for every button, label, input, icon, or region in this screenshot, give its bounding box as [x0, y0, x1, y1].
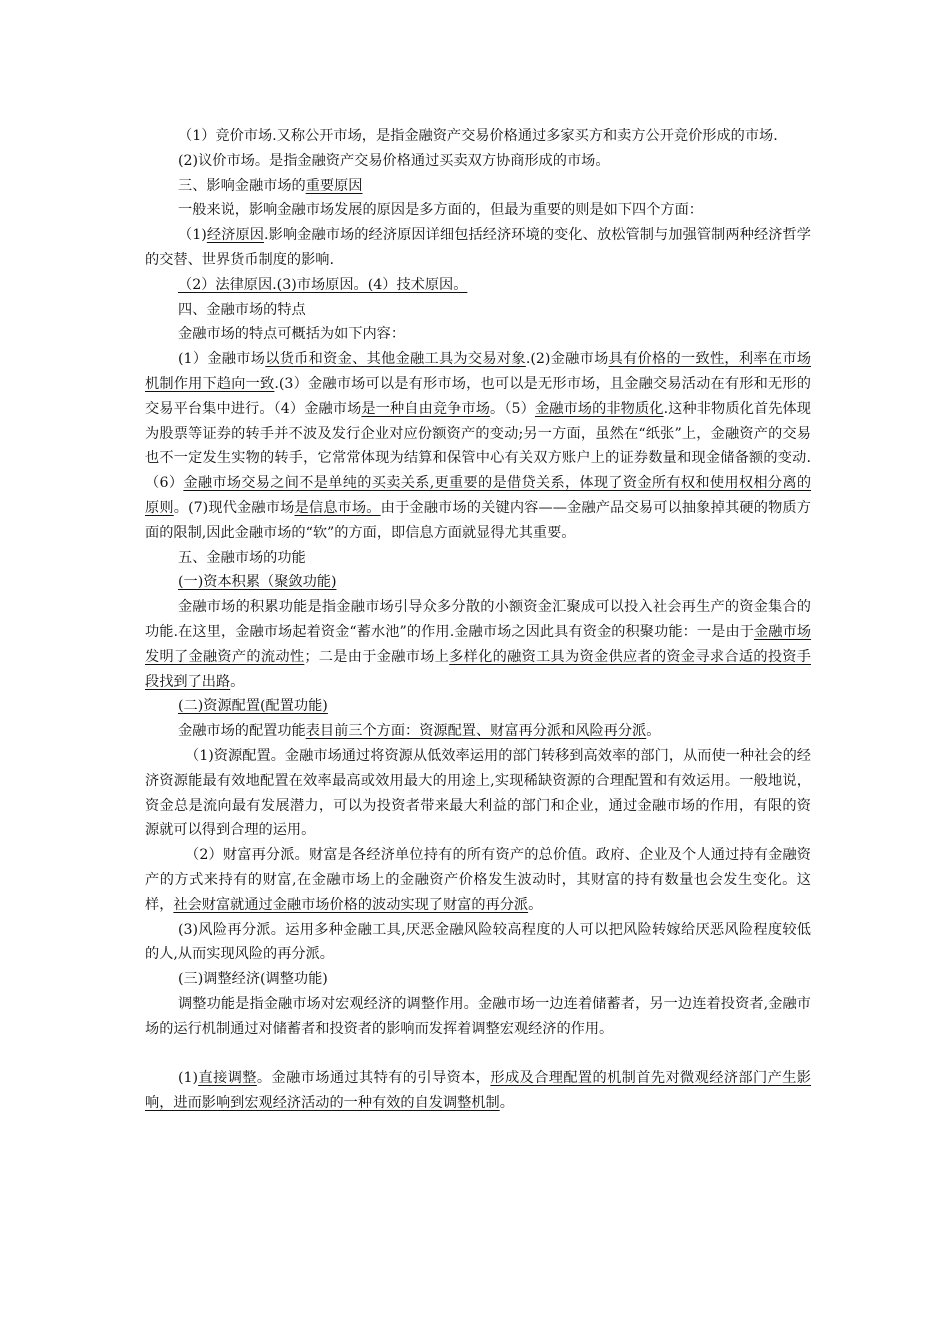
underlined-run: 直接调整 [198, 1070, 257, 1087]
subheading-resource-allocation [145, 694, 811, 719]
paragraph-economic-factor [145, 223, 811, 273]
text-run: 金融市场的积累功能是指金融市场引导众多分散的小额资金汇聚成可以投入社会再生产的资金集合的功能.在这里，金融市场起着资金“蓄水池”的作用.金融市场之因此具有资金的积聚功能：一是由于 [145, 599, 811, 640]
underlined-run: 多样化的融资工具为资金供应者的资金寻求合适的投资手段找到了出路 [145, 648, 811, 690]
underlined-run: 形成及合理配置的机制首先对微观经济部门产生影响，进而影响到宏观经济活动的一种有效的自发调整机制 [145, 1070, 811, 1112]
section-heading-3 [145, 174, 811, 199]
text-run: 。 [646, 723, 661, 740]
text-run: 金融市场的配置功能 [178, 723, 306, 740]
text-run: 。金融市场通过其特有的引导资本， [256, 1070, 491, 1087]
paragraph-negotiated-market: (2)议价市场。是指金融资产交易价格通过买卖双方协商形成的市场。 [178, 152, 610, 169]
blank-line [145, 1041, 811, 1066]
text-run: 。 [499, 1095, 514, 1112]
subheading-capital-accumulation [145, 570, 811, 595]
underlined-run: (二)资源配置(配置功能) [178, 698, 328, 715]
text-run: 。(7)现代金融市场 [173, 499, 295, 516]
subheading-economic-adjustment: (三)调整经济(调整功能) [178, 971, 328, 988]
paragraph-features [145, 347, 811, 545]
underlined-run: 金融市场发明了金融资产的流动性 [145, 623, 811, 665]
text-run: (1）金融市场 [178, 351, 266, 368]
text-run: .这种非物质化首先体现为股票等证券的转手并不波及发行企业对应份额资产的变动;另一方面，虽然在“纸张”上，金融资产的交易也不一定发生实物的转手，它常常体现为结算和保管中心有关双方账户上的证券数量和现金储备额的变动.（6） [145, 400, 811, 492]
underlined-run: （2）法律原因.(3)市场原因。(4）技术原因。 [178, 276, 468, 293]
paragraph-direct-adjustment [145, 1066, 811, 1116]
text-run: .(2)金融市场 [525, 351, 609, 368]
text-run: （1) [178, 227, 207, 244]
text-run: ；二是由于金融市场上 [304, 648, 450, 665]
paragraph-auction-market: （1）竞价市场.又称公开市场，是指金融资产交易价格通过多家买方和卖方公开竞价形成的市场. [178, 128, 778, 144]
paragraph-risk-redistribution: (3)风险再分派。运用多种金融工具,厌恶金融风险较高程度的人可以把风险转嫁给厌恶风险程度较低的人,从而实现风险的再分派。 [145, 921, 811, 963]
section-heading-5: 五、金融市场的功能 [178, 549, 306, 566]
paragraph-resource-allocation: （1)资源配置。金融市场通过将资源从低效率运用的部门转移到高效率的部门，从而使一种社会的经济资源能最有效地配置在效率最高或效用最大的用途上,实现稀缺资源的合理配置和有效运用。一般地说，资金总是流向最有发展潜力，可以为投资者带来最大利益的部门和企业，通过金融市场的作用，有限的资源就可以得到合理的运用。 [145, 747, 811, 839]
underlined-run: 以货币和资金、其他金融工具为交易对象 [265, 351, 526, 368]
underlined-run: (一)资本积累（聚敛功能) [178, 574, 337, 591]
heading-underlined-text: 重要原因 [305, 177, 363, 194]
text-run: 由于金融市场的关键内容——金融产品交易可以抽象掉其硬的物质方面的限制,因此金融市场的“软”的方面，即信息方面就显得尤其重要。 [145, 499, 811, 541]
text-run: (1) [178, 1070, 199, 1087]
paragraph-accumulation [145, 595, 811, 694]
paragraph-wealth-redistribution [145, 843, 811, 917]
document-page [145, 124, 811, 1116]
text-run: 。 [230, 673, 245, 690]
underlined-run: 表目前三个方面：资源配置、财富再分派和风险再分派 [305, 723, 647, 740]
paragraph-intro-factors: 一般来说，影响金融市场发展的原因是多方面的，但最为重要的则是如下四个方面： [178, 202, 703, 219]
section-heading-4: 四、金融市场的特点 [178, 301, 306, 318]
underlined-run: 是信息市场。 [294, 499, 381, 516]
underlined-run: 金融市场的非物质化 [534, 400, 664, 417]
text-run: .(3）金融市场可以是有形市场，也可以是无形市场，且金融交易活动在有形和无形的交易平台集中进行。（4）金融市场 [145, 375, 811, 417]
underlined-run: 经济原因 [206, 227, 265, 244]
text-run: 。（5） [490, 400, 535, 417]
paragraph-allocation-intro [145, 719, 811, 744]
text-run: 。 [528, 896, 543, 913]
underlined-run: 是一种自由竞争市场 [361, 400, 491, 417]
paragraph-adjustment: 调整功能是指金融市场对宏观经济的调整作用。金融市场一边连着储蓄者，另一边连着投资者,金融市场的运行机制通过对储蓄者和投资者的影响而发挥着调整宏观经济的作用。 [145, 995, 811, 1037]
underlined-run: 社会财富就通过金融市场价格的波动实现了财富的再分派 [173, 896, 529, 913]
underlined-run: 具有价格的一致性，利率在市场机制作用下趋向一致 [145, 351, 811, 392]
underlined-run: 金融市场交易之间不是单纯的买卖关系,更重要的是借贷关系，体现了资金所有权和使用权相分离的原则 [145, 475, 812, 516]
paragraph-features-intro: 金融市场的特点可概括为如下内容： [178, 326, 406, 343]
paragraph-other-factors [145, 273, 811, 298]
heading-text: 三、影响金融市场的 [178, 177, 306, 194]
text-run: （2）财富再分派。财富是各经济单位持有的所有资产的总价值。政府、企业及个人通过持有金融资产的方式来持有的财富,在金融市场上的金融资产价格发生波动时，其财富的持有数量也会发生变化。这样， [145, 847, 811, 913]
text-run: .影响金融市场的经济原因详细包括经济环境的变化、放松管制与加强管制两种经济哲学的交替、世界货币制度的影响. [145, 227, 811, 268]
